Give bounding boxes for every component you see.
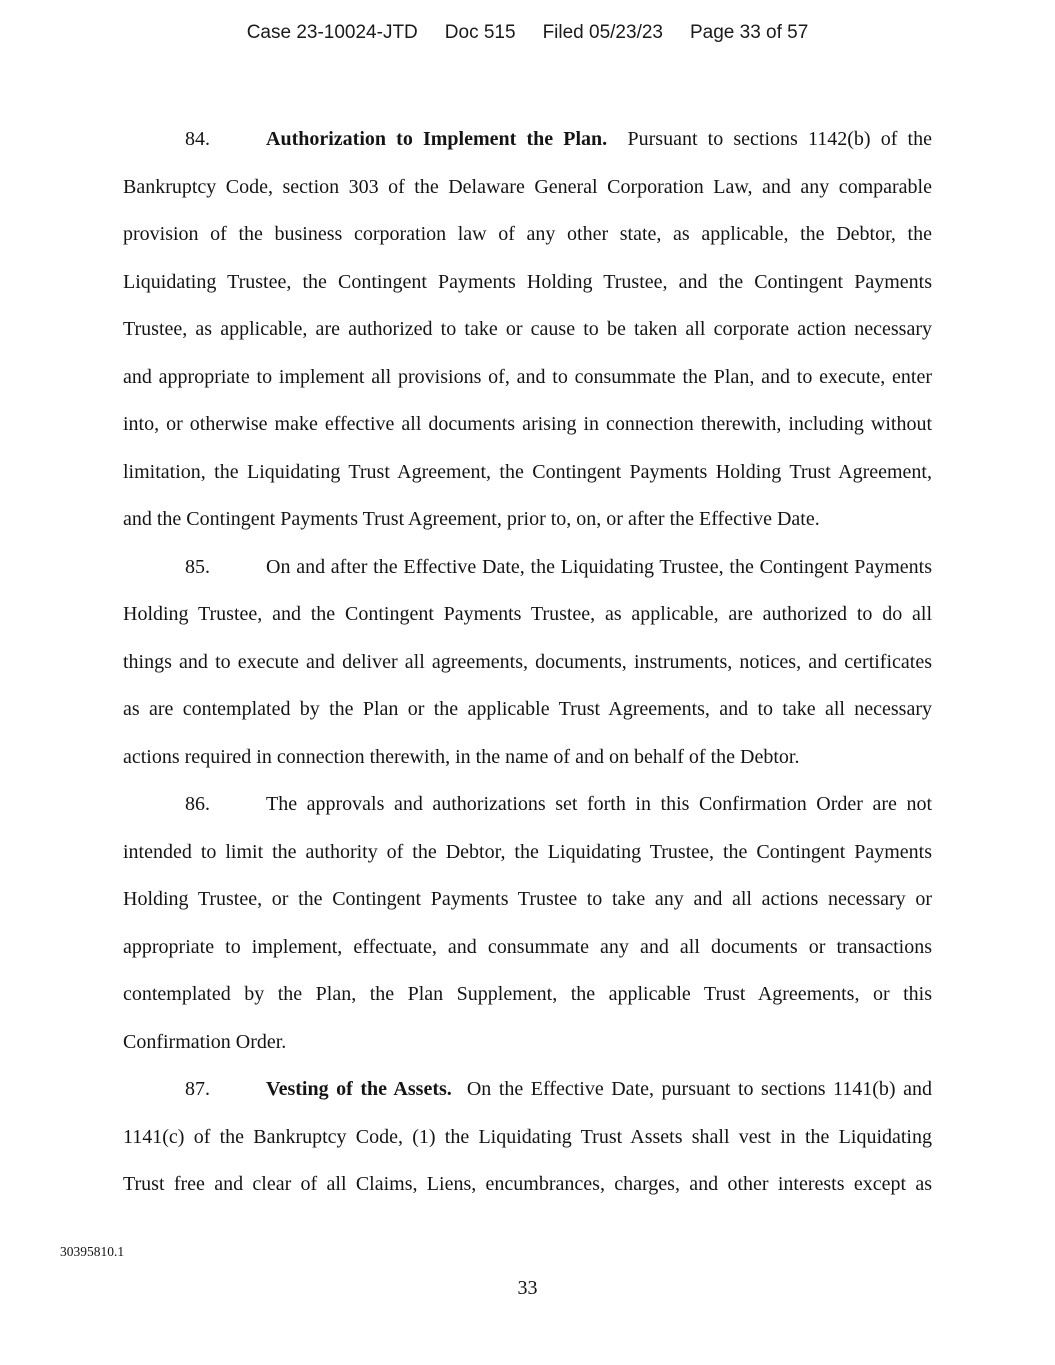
text-line — [123, 354, 932, 402]
case-header — [0, 22, 1055, 44]
text-run: Trustee, as applicable, are authorized to take or cause to be taken all corporate action necessary — [123, 318, 932, 340]
text-line — [123, 781, 932, 829]
text-run: Pursuant to sections 1142(b) of the — [607, 128, 932, 150]
text-run: actions required in connection therewith, in the name of and on behalf of the Debtor. — [123, 745, 800, 768]
text-line — [123, 401, 932, 449]
text-line — [123, 306, 932, 354]
text-run: On and after the Effective Date, the Liquidating Trustee, the Contingent Payments — [266, 555, 932, 578]
text-run: 1141(c) of the Bankruptcy Code, (1) the Liquidating Trust Assets shall vest in the Liquidating — [123, 1125, 932, 1148]
text-line — [123, 1019, 932, 1067]
text-line — [123, 829, 932, 877]
text-line — [123, 164, 932, 212]
text-run: Holding Trustee, or the Contingent Payments Trustee to take any and all actions necessary or — [123, 888, 932, 910]
text-run: provision of the business corporation law of any other state, as applicable, the Debtor, the — [123, 223, 932, 245]
bold-heading-run: Vesting of the Assets. — [266, 1078, 452, 1100]
text-run: things and to execute and deliver all agreements, documents, instruments, notices, and certificates — [123, 650, 932, 673]
text-line — [123, 496, 932, 544]
text-run: as are contemplated by the Plan or the applicable Trust Agreements, and to take all necessary — [123, 698, 932, 720]
header-doc-number: Doc 515 — [444, 22, 516, 43]
text-run: and the Contingent Payments Trust Agreement, prior to, on, or after the Effective Date. — [123, 508, 820, 530]
text-line — [123, 449, 932, 497]
text-line — [123, 876, 932, 924]
paragraph-number: 87. — [185, 1078, 210, 1100]
paragraph-number: 84. — [185, 128, 210, 150]
paragraph-84 — [123, 116, 932, 544]
text-run: contemplated by the Plan, the Plan Supplement, the applicable Trust Agreements, or this — [123, 983, 932, 1005]
document-body — [123, 116, 932, 1209]
text-line — [123, 734, 932, 782]
text-run: into, or otherwise make effective all documents arising in connection therewith, including without — [123, 413, 932, 435]
text-line — [123, 116, 932, 164]
text-run: limitation, the Liquidating Trust Agreement, the Contingent Payments Holding Trust Agreement, — [123, 460, 932, 483]
text-line — [123, 591, 932, 639]
text-run: Liquidating Trustee, the Contingent Payments Holding Trustee, and the Contingent Payments — [123, 270, 932, 293]
text-line — [123, 544, 932, 592]
text-run: On the Effective Date, pursuant to sections 1141(b) and — [451, 1078, 932, 1100]
text-run: intended to limit the authority of the Debtor, the Liquidating Trustee, the Contingent Payments — [123, 840, 932, 863]
page-number: 33 — [517, 1277, 538, 1299]
text-line — [123, 1066, 932, 1114]
text-run: Holding Trustee, and the Contingent Payments Trustee, as applicable, are authorized to do all — [123, 603, 932, 625]
paragraph-86 — [123, 781, 932, 1066]
text-line — [123, 1161, 932, 1209]
header-case-number: Case 23-10024-JTD — [246, 22, 418, 43]
text-run: Trust free and clear of all Claims, Liens, encumbrances, charges, and other interests except as — [123, 1173, 932, 1195]
text-run: Bankruptcy Code, section 303 of the Delaware General Corporation Law, and any comparable — [123, 175, 932, 198]
text-run: Confirmation Order. — [123, 1030, 287, 1053]
text-line — [123, 259, 932, 307]
paragraph-number: 85. — [185, 555, 210, 578]
text-line — [123, 639, 932, 687]
footer-doc-id: 30395810.1 — [60, 1244, 125, 1259]
text-line — [123, 211, 932, 259]
text-line — [123, 1114, 932, 1162]
paragraph-number: 86. — [185, 793, 210, 815]
text-run: The approvals and authorizations set forth in this Confirmation Order are not — [266, 793, 932, 815]
text-line — [123, 686, 932, 734]
header-filed-date: Filed 05/23/23 — [542, 22, 663, 43]
text-run: appropriate to implement, effectuate, and consummate any and all documents or transactions — [123, 935, 932, 958]
text-line — [123, 971, 932, 1019]
text-line — [123, 924, 932, 972]
paragraph-85 — [123, 544, 932, 782]
text-run: and appropriate to implement all provisions of, and to consummate the Plan, and to execute, enter — [123, 365, 932, 388]
header-page-count: Page 33 of 57 — [689, 22, 809, 43]
bold-heading-run: Authorization to Implement the Plan. — [266, 128, 608, 150]
paragraph-87 — [123, 1066, 932, 1209]
